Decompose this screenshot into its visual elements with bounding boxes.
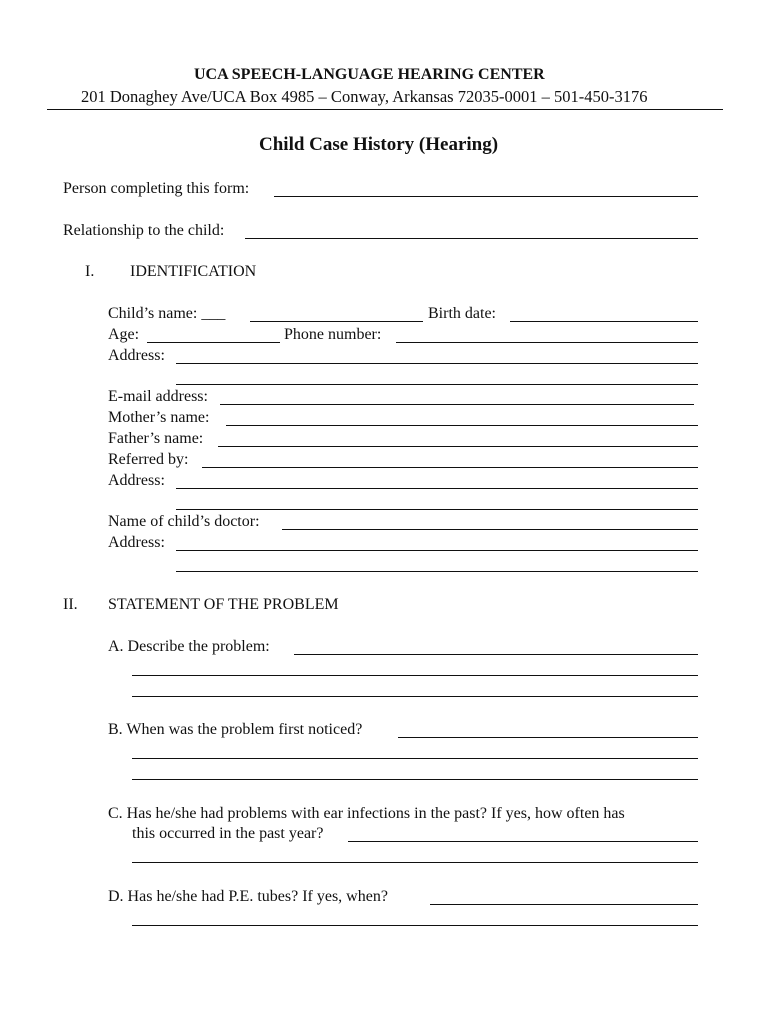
father-name-field[interactable]	[218, 432, 698, 447]
address-field-line-1[interactable]	[176, 349, 698, 364]
question-a-field-line-3[interactable]	[132, 682, 698, 697]
mother-name-field[interactable]	[226, 411, 698, 426]
question-b-label: B. When was the problem first noticed?	[108, 721, 363, 738]
phone-label: Phone number:	[284, 326, 382, 343]
doctor-address-field-line-1[interactable]	[176, 536, 698, 551]
mother-name-label: Mother’s name:	[108, 409, 210, 426]
question-b-field-line-1[interactable]	[398, 723, 698, 738]
address-field-line-2[interactable]	[176, 370, 698, 385]
age-field[interactable]	[147, 328, 280, 343]
form-title: Child Case History (Hearing)	[259, 134, 499, 155]
question-d-field-line-1[interactable]	[430, 890, 698, 905]
question-c-field-line-1[interactable]	[348, 827, 698, 842]
age-label: Age:	[108, 326, 140, 343]
birth-date-label: Birth date:	[428, 305, 496, 322]
birth-date-field[interactable]	[510, 307, 698, 322]
child-name-label: Child’s name: ___	[108, 305, 226, 322]
doctor-address-field-line-2[interactable]	[176, 557, 698, 572]
email-field[interactable]	[220, 390, 694, 405]
header-divider	[47, 109, 723, 110]
question-a-label: A. Describe the problem:	[108, 638, 270, 655]
relationship-label: Relationship to the child:	[63, 222, 225, 239]
phone-field[interactable]	[396, 328, 698, 343]
doctor-name-field[interactable]	[282, 515, 698, 530]
question-c-label-line-1: C. Has he/she had problems with ear infections in the past? If yes, how often has	[108, 805, 625, 822]
person-completing-field[interactable]	[274, 182, 698, 197]
center-name: UCA SPEECH-LANGUAGE HEARING CENTER	[194, 66, 545, 83]
child-name-field[interactable]	[250, 307, 423, 322]
question-a-field-line-2[interactable]	[132, 661, 698, 676]
section-2-heading: STATEMENT OF THE PROBLEM	[108, 596, 339, 613]
referrer-address-field-line-2[interactable]	[176, 495, 698, 510]
relationship-field[interactable]	[245, 224, 698, 239]
referred-by-label: Referred by:	[108, 451, 189, 468]
doctor-address-label: Address:	[108, 534, 165, 551]
address-label: Address:	[108, 347, 165, 364]
referrer-address-field-line-1[interactable]	[176, 474, 698, 489]
person-completing-label: Person completing this form:	[63, 180, 250, 197]
email-label: E-mail address:	[108, 388, 208, 405]
center-address: 201 Donaghey Ave/UCA Box 4985 – Conway, Arkansas 72035-0001 – 501-450-3176	[81, 87, 648, 106]
question-c-field-line-2[interactable]	[132, 848, 698, 863]
question-b-field-line-3[interactable]	[132, 765, 698, 780]
question-d-field-line-2[interactable]	[132, 911, 698, 926]
question-b-field-line-2[interactable]	[132, 744, 698, 759]
father-name-label: Father’s name:	[108, 430, 204, 447]
section-2-numeral: II.	[63, 596, 78, 613]
referrer-address-label: Address:	[108, 472, 165, 489]
question-d-label: D. Has he/she had P.E. tubes? If yes, when?	[108, 888, 388, 905]
section-1-heading: IDENTIFICATION	[130, 263, 257, 280]
question-c-label-line-2: this occurred in the past year?	[132, 825, 324, 842]
question-a-field-line-1[interactable]	[294, 640, 698, 655]
doctor-name-label: Name of child’s doctor:	[108, 513, 260, 530]
referred-by-field[interactable]	[202, 453, 698, 468]
section-1-numeral: I.	[85, 263, 95, 280]
